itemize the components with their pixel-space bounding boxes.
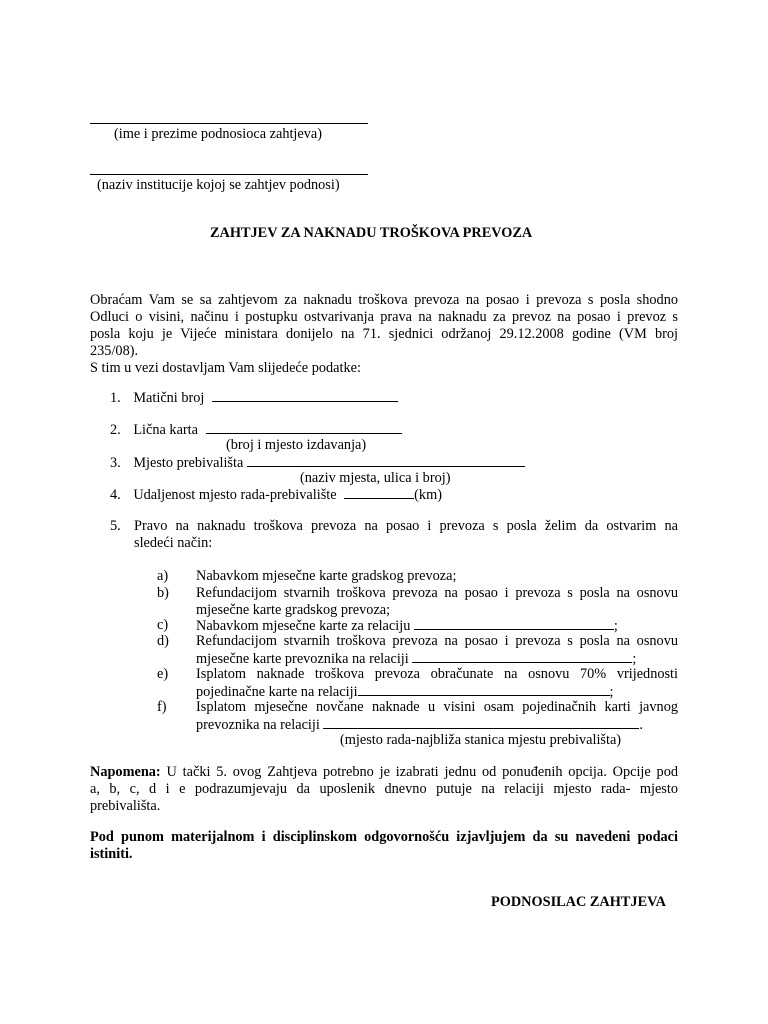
relation-field-e[interactable] — [358, 683, 610, 696]
option-letter: f) — [157, 699, 167, 715]
item-number: 2. — [110, 422, 121, 438]
option-e[interactable] — [196, 666, 678, 701]
option-a[interactable]: Nabavkom mjesečne karte gradskog prevoza; — [196, 568, 457, 584]
option-end: ; — [632, 651, 637, 667]
option-end: . — [639, 717, 643, 733]
option-line: mjesečne karte gradskog prevoza; — [196, 602, 391, 618]
option-letter: b) — [157, 585, 169, 601]
id-card-field[interactable] — [206, 421, 402, 434]
residence-field[interactable] — [247, 454, 525, 467]
relation-field-d[interactable] — [412, 650, 632, 663]
item-label: Matični broj — [133, 390, 205, 406]
item-5-number: 5. — [110, 518, 121, 534]
option-letter: e) — [157, 666, 169, 682]
item-number: 4. — [110, 487, 121, 503]
relation-field-f[interactable] — [323, 716, 639, 729]
item-label: Lična karta — [133, 422, 199, 438]
applicant-name-caption: (ime i prezime podnosioca zahtjeva) — [114, 126, 323, 142]
intro-line: posla koju je Vijeće ministara donijelo na 71. sjednici održanoj 29.12.2008 godine (VM broj — [90, 326, 678, 342]
option-line: Isplatom naknade troškova prevoza obračunate na osnovu 70% vrijednosti — [196, 666, 678, 682]
distance-field[interactable] — [344, 486, 414, 499]
relation-field-c[interactable] — [414, 617, 614, 630]
option-text: pojedinačne karte na relaciji — [196, 684, 358, 700]
institution-name-line[interactable] — [90, 174, 368, 175]
signature-label: PODNOSILAC ZAHTJEVA — [491, 894, 666, 910]
note-paragraph — [90, 764, 678, 815]
distance-unit: (km) — [414, 487, 442, 503]
option-letter: a) — [157, 568, 169, 584]
note-label: Napomena: — [90, 764, 161, 780]
item-4 — [110, 486, 442, 504]
relation-caption: (mjesto rada-najbliža stanica mjestu prebivališta) — [340, 732, 622, 748]
intro-followup: S tim u vezi dostavljam Vam slijedeće podatke: — [90, 360, 361, 376]
intro-line: Obraćam Vam se sa zahtjevom za naknadu troškova prevoza na posao i prevoza s posla shodno — [90, 292, 678, 308]
item-number: 1. — [110, 390, 121, 406]
item-5-line: sledeći način: — [134, 535, 213, 551]
intro-line: Odluci o visini, načinu i postupku ostvarivanja prava na naknadu za prevoz na posao i prevoz s — [90, 309, 678, 325]
item-5-line: Pravo na naknadu troškova prevoza na posao i prevoza s posla želim da ostvarim na — [134, 518, 678, 534]
option-d[interactable] — [196, 633, 678, 668]
option-text: prevoznika na relaciji — [196, 717, 320, 733]
option-text: Nabavkom mjesečne karte za relaciju — [196, 618, 411, 634]
option-b[interactable] — [196, 585, 678, 619]
note-line — [90, 764, 678, 781]
item-5-text — [134, 518, 678, 552]
note-line: prebivališta. — [90, 798, 161, 814]
applicant-name-line[interactable] — [90, 123, 368, 124]
option-end: ; — [609, 684, 614, 700]
document-title: ZAHTJEV ZA NAKNADU TROŠKOVA PREVOZA — [210, 225, 533, 241]
item-1 — [110, 389, 398, 407]
intro-paragraph — [90, 292, 678, 377]
item-label: Mjesto prebivališta — [133, 455, 244, 471]
option-letter: d) — [157, 633, 169, 649]
declaration-line: Pod punom materijalnom i disciplinskom odgovornošću izjavljujem da su navedeni podaci — [90, 829, 678, 845]
item-label: Udaljenost mjesto rada-prebivalište — [133, 487, 337, 503]
declaration-paragraph — [90, 829, 678, 863]
item-number: 3. — [110, 455, 121, 471]
jmbg-field[interactable] — [212, 389, 398, 402]
option-letter: c) — [157, 617, 169, 633]
id-card-caption: (broj i mjesto izdavanja) — [226, 437, 367, 453]
option-f[interactable] — [196, 699, 678, 734]
option-line: Refundacijom stvarnih troškova prevoza na posao i prevoza s posla na osnovu — [196, 633, 678, 649]
option-end: ; — [613, 618, 618, 634]
residence-caption: (naziv mjesta, ulica i broj) — [300, 470, 451, 486]
note-text: U tački 5. ovog Zahtjeva potrebno je izabrati jednu od ponuđenih opcija. Opcije pod — [166, 764, 678, 780]
option-text: mjesečne karte prevoznika na relaciji — [196, 651, 409, 667]
option-line: Isplatom mjesečne novčane naknade u visini osam pojedinačnih karti javnog — [196, 699, 678, 715]
institution-name-caption: (naziv institucije kojoj se zahtjev podnosi) — [97, 177, 340, 193]
declaration-line: istiniti. — [90, 846, 133, 862]
option-line: Refundacijom stvarnih troškova prevoza na posao i prevoza s posla na osnovu — [196, 585, 678, 601]
intro-line: 235/08). — [90, 343, 139, 359]
note-line: a, b, c, d i e podrazumjevaju da uposlenik dnevno putuje na relaciji mjesto rada- mjesto — [90, 781, 678, 797]
